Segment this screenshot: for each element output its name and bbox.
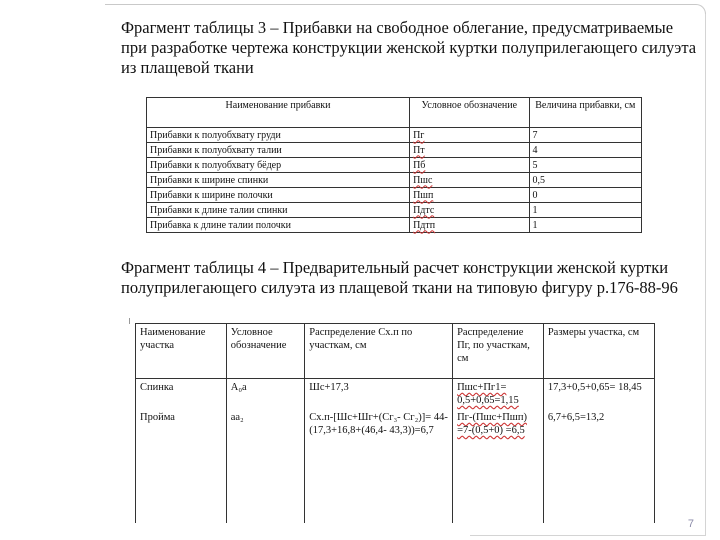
section-size: 6,7+6,5=13,2 (543, 409, 654, 523)
column-header: Наименование прибавки (147, 98, 410, 128)
table-row (136, 379, 655, 410)
slide-frame-bottom (470, 535, 706, 536)
column-header: Наименование участка (136, 324, 227, 379)
allowance-name: Прибавки к длине талии спинки (147, 203, 410, 218)
allowance-value: 1 (529, 218, 641, 233)
allowance-symbol: Пт (410, 143, 529, 158)
allowance-symbol: Пшп (410, 188, 529, 203)
section-distribution: Шс+17,3 (305, 379, 453, 410)
allowance-name: Прибавки к полуобхвату груди (147, 128, 410, 143)
allowance-value: 0,5 (529, 173, 641, 188)
allowance-name: Прибавка к длине талии полочки (147, 218, 410, 233)
table-row (147, 203, 642, 218)
allowance-symbol: Пшс (410, 173, 529, 188)
table-row (147, 143, 642, 158)
allowance-symbol: Пдтп (410, 218, 529, 233)
page-number: 7 (687, 518, 694, 530)
slide-frame-right (705, 14, 706, 536)
table-row (147, 188, 642, 203)
slide-frame-top (105, 4, 706, 15)
allowance-symbol: Пг (410, 128, 529, 143)
allowance-value: 4 (529, 143, 641, 158)
table-row (136, 409, 655, 523)
column-header: Условное обозначение (226, 324, 305, 379)
allowance-distribution: Пшс+Пг1= 0,5+0,65=1,15 (453, 379, 544, 410)
section-distribution: Сх.п-[Шс+Шг+(Сг₃- Сг₂)]= 44-(17,3+16,8+(46,4- 43,3))=6,7 (305, 409, 453, 523)
allowance-value: 7 (529, 128, 641, 143)
section-symbol: аа₂ (226, 409, 305, 523)
section-symbol: А₀а (226, 379, 305, 410)
allowance-name: Прибавки к ширине спинки (147, 173, 410, 188)
table-header-row (136, 324, 655, 379)
column-header: Размеры участка, см (543, 324, 654, 379)
allowance-value: 5 (529, 158, 641, 173)
table-header-row (147, 98, 642, 128)
column-header: Условное обозначение (410, 98, 529, 128)
section-name: Спинка (136, 379, 227, 410)
table3-heading: Фрагмент таблицы 3 – Прибавки на свободное облегание, предусматриваемые при разработке чертежа конструкции женской куртки полуприлегающего силуэта из плащевой ткани (121, 18, 697, 77)
table4-heading: Фрагмент таблицы 4 – Предварительный расчет конструкции женской куртки полуприлегающего силуэта из плащевой ткани на типовую фигуру р.176-88-96 (121, 258, 678, 297)
margin-mark (129, 318, 134, 324)
table-row (147, 158, 642, 173)
allowance-name: Прибавки к полуобхвату бёдер (147, 158, 410, 173)
table-row (147, 218, 642, 233)
table-row (147, 128, 642, 143)
section-name: Пройма (136, 409, 227, 523)
allowance-value: 0 (529, 188, 641, 203)
allowance-symbol: Пб (410, 158, 529, 173)
table4-calculation (135, 323, 655, 523)
allowance-value: 1 (529, 203, 641, 218)
column-header: Распределение Сх.п по участкам, см (305, 324, 453, 379)
table-row (147, 173, 642, 188)
column-header: Величина прибавки, см (529, 98, 641, 128)
section-size: 17,3+0,5+0,65= 18,45 (543, 379, 654, 410)
column-header: Распределение Пг, по участкам, см (453, 324, 544, 379)
allowance-name: Прибавки к полуобхвату талии (147, 143, 410, 158)
allowance-distribution: Пг-(Пшс+Пшп) =7-(0,5+0) =6,5 (453, 409, 544, 523)
allowance-name: Прибавки к ширине полочки (147, 188, 410, 203)
allowance-symbol: Пдтс (410, 203, 529, 218)
table3-allowances (146, 97, 642, 233)
